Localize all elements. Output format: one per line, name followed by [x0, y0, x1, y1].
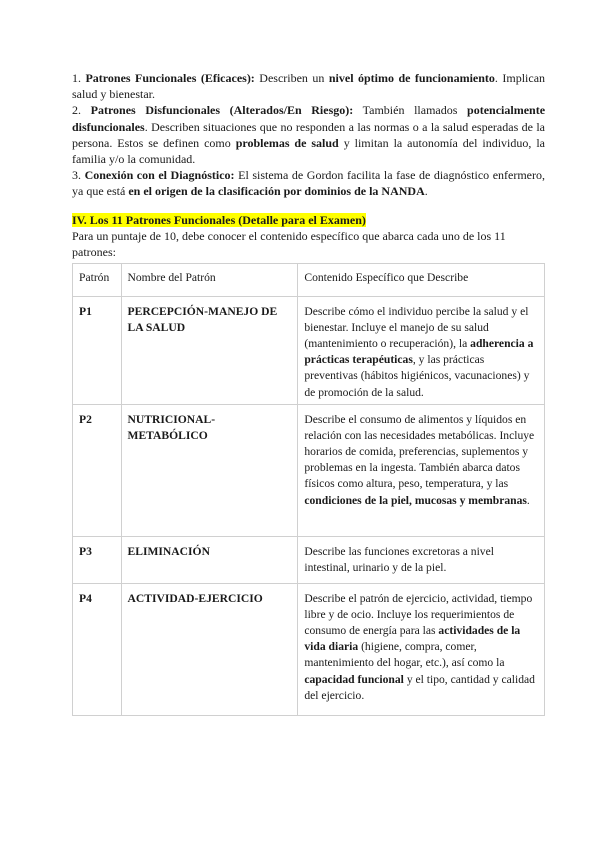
- pattern-name: PERCEPCIÓN-MANEJO DE LA SALUD: [121, 296, 298, 404]
- item-text: Describen un: [259, 71, 325, 85]
- intro-item-3: [72, 167, 545, 199]
- section-heading: [72, 212, 545, 228]
- highlighted-heading-text: IV. Los 11 Patrones Funcionales (Detalle para el Examen): [72, 212, 366, 227]
- description-text: Describe las funciones excretoras a nivel intestinal, urinario y de la piel.: [304, 544, 494, 574]
- item-text: También llamados: [362, 103, 458, 118]
- item-text: . Describen situaciones que no responden a las normas o a la salud esperadas de la persona. Estos se definen como: [72, 119, 545, 150]
- pattern-description: [298, 536, 545, 583]
- description-strong-text: actividades de la vida diaria: [304, 624, 521, 654]
- item-text: y limitan la autonomía del individuo, la familia y/o la comunidad.: [72, 135, 545, 167]
- description-text: (higiene, compra, comer, mantenimiento del hogar, etc.), así como la: [304, 640, 505, 670]
- item-number: 2.: [72, 103, 81, 118]
- pattern-code: P4: [73, 583, 122, 715]
- description-strong-text: capacidad funcional: [304, 672, 404, 686]
- item-strong-text: potencialmente disfuncionales: [72, 103, 546, 134]
- item-text: .: [424, 184, 428, 199]
- description-text: Describe el patrón de ejercicio, actividad, tiempo libre y de ocio. Incluye los requerimientos de consumo de energía para las: [304, 591, 533, 638]
- item-strong-text: en el origen de la clasificación por dominios de la NANDA: [128, 184, 425, 199]
- pattern-name: ACTIVIDAD-EJERCICIO: [121, 583, 298, 715]
- section-intro: Para un puntaje de 10, debe conocer el contenido específico que abarca cada uno de los 11 patrones:: [72, 228, 506, 259]
- table-row: [73, 296, 545, 404]
- header-content: Contenido Específico que Describe: [298, 263, 545, 296]
- header-pattern: Patrón: [73, 263, 122, 296]
- description-strong-text: adherencia a prácticas terapéuticas: [304, 337, 534, 367]
- item-text: El sistema de Gordon facilita la fase de diagnóstico enfermero, ya que está: [72, 168, 546, 199]
- item-number: 1.: [72, 71, 81, 85]
- pattern-code: P1: [73, 296, 122, 404]
- item-strong-text: nivel óptimo de funcionamiento: [328, 71, 495, 85]
- header-name: Nombre del Patrón: [121, 263, 298, 296]
- item-title: Patrones Disfuncionales (Alterados/En Riesgo):: [90, 103, 354, 118]
- description-text: .: [526, 493, 530, 507]
- description-text: y el tipo, cantidad y calidad del ejercicio.: [304, 672, 535, 702]
- item-title: Conexión con el Diagnóstico:: [84, 168, 235, 183]
- description-text: , y las prácticas preventivas (hábitos higiénicos, vacunaciones) y de promoción de la salud.: [304, 353, 530, 399]
- table-row: [73, 404, 545, 536]
- pattern-description: [298, 404, 545, 536]
- intro-item-1: [72, 70, 545, 102]
- description-strong-text: condiciones de la piel, mucosas y membranas: [304, 493, 527, 507]
- item-strong-text: problemas de salud: [235, 135, 339, 150]
- item-number: 3.: [72, 168, 81, 183]
- table-row: [73, 583, 545, 715]
- item-title: Patrones Funcionales (Eficaces):: [85, 71, 255, 85]
- table-row: [73, 536, 545, 583]
- description-text: Describe cómo el individuo percibe la salud y el bienestar. Incluye el manejo de su salud (mantenimiento o recuperación), la: [304, 304, 529, 351]
- pattern-description: [298, 583, 545, 715]
- pattern-code: P2: [73, 404, 122, 536]
- intro-item-2: [72, 102, 545, 167]
- patterns-table: [72, 263, 545, 716]
- pattern-name: NUTRICIONAL-METABÓLICO: [121, 404, 298, 536]
- pattern-name: ELIMINACIÓN: [121, 536, 298, 583]
- item-text: . Implican salud y bienestar.: [72, 71, 546, 102]
- description-text: Describe el consumo de alimentos y líquidos en relación con las necesidades metabólicas. Incluye horarios de comida, preferencias, suplementos y problemas en la ingesta. También abarca datos físicos como altura, peso, temperatura, y las: [304, 412, 535, 491]
- table-header-row: [73, 263, 545, 296]
- document-page: [72, 70, 545, 716]
- pattern-code: P3: [73, 536, 122, 583]
- pattern-description: [298, 296, 545, 404]
